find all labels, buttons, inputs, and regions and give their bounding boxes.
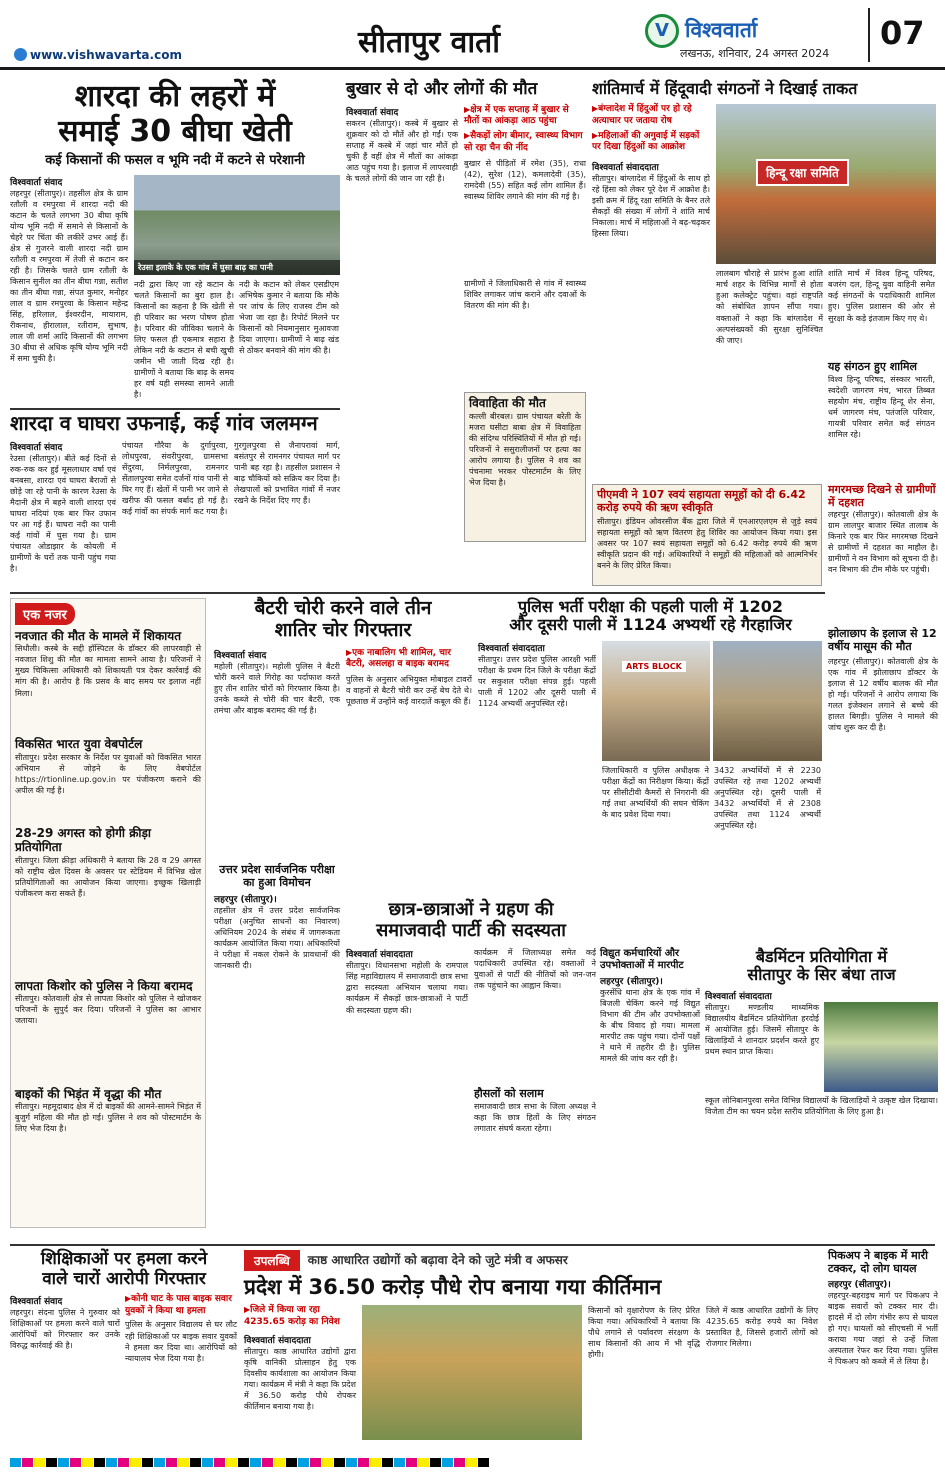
story-body: पुलिस के अनुसार विद्यालय से घर लौट रही शिक्षिकाओं पर बाइक सवार युवकों ने हमला कर दिया था। आरोपियों को न्यायालय भेज दिया गया है। (125, 1320, 237, 1363)
logo-icon (645, 14, 679, 48)
story-plantation-record (244, 1250, 822, 1440)
color-swatch (262, 1458, 273, 1467)
highlight (346, 648, 472, 671)
story-body: पंचायत गौरैया के दुर्गापुरवा, लोधपुरवा, संवरीपुरवा, ग्रामसभा सेंदुरवा, निर्मलपुरवा, रामनगर सेंतालपुरवा समेत दर्जनों गांव पानी से घिर गए हैं। खेतों में पानी भर जाने से खरीफ की फसल बर्बाद हो गई है। कई गांवों का संपर्क मार्ग कट गया है। (122, 441, 228, 517)
story-headline-line1: शिक्षिकाओं पर हमला करने (40, 1249, 208, 1269)
story-body: समाजवादी छात्र सभा के जिला अध्यक्ष ने कहा कि छात्र हितों के लिए संगठन लगातार संघर्ष करता रहेगा। (474, 1101, 596, 1133)
byline: विश्ववार्ता संवाद (10, 443, 63, 453)
story-body: नदी के कटान को लेकर एसडीएम अभिषेक कुमार ने बताया कि मौके पर जांच के लिए राजस्व टीम को भेजा जा रहा है। रिपोर्ट मिलने पर किसानों को नियमानुसार मुआवजा दिया जाएगा। ग्रामीणों ने बाढ़ खंड से ठोकर बनवाने की मांग की है। (239, 279, 339, 355)
byline: विश्ववार्ता संवाद (214, 650, 267, 661)
brief-item (15, 629, 201, 733)
color-swatch (154, 1458, 165, 1467)
color-swatch (46, 1458, 57, 1467)
story-body: बुखार से पीड़ितों में रमेश (35), राधा (42), सुरेश (12), कमलादेवी (35), रामदेवी (55) सहित कई लोग शामिल हैं। स्वास्थ्य शिविर लगाने की मांग की गई है। (464, 159, 586, 202)
story-body: जिले में काष्ठ आधारित उद्योगों के लिए 4235.65 करोड़ रुपये का निवेश प्रस्तावित है, जिससे हजारों लोगों को रोजगार मिलेगा। (706, 1306, 818, 1349)
color-swatch (226, 1458, 237, 1467)
story-police-exam (478, 598, 823, 943)
byline: विश्ववार्ता संवाददाता (705, 991, 772, 1002)
color-swatch (406, 1458, 417, 1467)
highlight (592, 131, 710, 154)
story-body: विश्व हिन्दू परिषद, संस्कार भारती, स्वदेशी जागरण मंच, भारत तिब्बत सहयोग मंच, राष्ट्रीय हिन्दू शेर सेना, धर्म जागरण मंच, पतंजलि परिवार, गायत्री परिवार समेत कई संगठन शामिल रहे। (828, 374, 935, 439)
byline: विश्ववार्ता संवाददाता (592, 163, 659, 174)
highlight (464, 131, 586, 154)
story-body: लहरपुर (सीतापुर)। कोतवाली क्षेत्र के एक गांव में झोलाछाप डॉक्टर के इलाज से 12 वर्षीय बालक की मौत हो गई। परिजनों ने आरोप लगाया कि गलत इंजेक्शन लगाने से बच्चे की हालत बिगड़ी। पुलिस ने मामले की जांच शुरू कर दी है। (828, 657, 938, 733)
story-headline-line2: शातिर चोर गिरफ्तार (274, 618, 412, 641)
brief-body: सीतापुर। प्रदेश सरकार के निर्देश पर युवाओं को विकसित भारत अभियान से जोड़ने के लिए वेबपोर्टल https://rtionline.up.gov.in पर पंजीकरण कराने की अपील की गई है। (15, 752, 201, 795)
color-swatch (358, 1458, 369, 1467)
story-body: लहरपुर। संदना पुलिस ने गुरुवार को शिक्षिकाओं पर हमला करने वाले चारों आरोपियों को गिरफ्तार कर उनके विरुद्ध कार्रवाई की है। (10, 1308, 120, 1351)
color-swatch (190, 1458, 201, 1467)
color-swatch (238, 1458, 249, 1467)
highlight-text: कोनी घाट के पास बाइक सवार युवकों ने किया था हमला (125, 1294, 232, 1316)
story-headline-line2: और दूसरी पाली में 1124 अभ्यर्थी रहे गैरहाजिर (509, 615, 792, 635)
highlight (464, 105, 586, 128)
story-body: लहरपुर (सीतापुर)। कोतवाली क्षेत्र के ग्राम लालपुर बाजार स्थित तालाब के किनारे एक बार फिर मगरमच्छ दिखने से ग्रामीणों में दहशत का माहौल है। ग्रामीणों ने वन विभाग को सूचना दी है। वन विभाग की टीम मौके पर पहुंची। (828, 510, 938, 575)
color-swatch (394, 1458, 405, 1467)
site-url[interactable] (14, 48, 182, 62)
story-kicker: काष्ठ आधारित उद्योगों को बढ़ावा देने को जुटे मंत्री व अफसर (307, 1253, 568, 1268)
byline: लहरपुर (सीतापुर)। (600, 977, 663, 987)
story-peace-march (592, 80, 937, 480)
story-tag: उपलब्धि (244, 1250, 300, 1271)
brief-item (15, 979, 201, 1083)
color-swatch (298, 1458, 309, 1467)
divider (10, 592, 825, 594)
story-headline: विद्युत कर्मचारियों और उपभोक्ताओं में मारपीट (600, 948, 684, 971)
logo-letter: V (655, 20, 669, 41)
highlight-text: क्षेत्र में एक सप्ताह में बुखार से मौतों का आंकड़ा आठ पहुंचा (464, 104, 569, 127)
highlight (125, 1294, 237, 1317)
color-swatch (142, 1458, 153, 1467)
exam-centre-photo (602, 641, 710, 761)
story-body: कार्यक्रम में जिलाध्यक्ष समेत कई पदाधिकारी उपस्थित रहे। वक्ताओं ने युवाओं से पार्टी की नीतियों को जन-जन तक पहुंचाने का आह्वान किया। (474, 948, 596, 991)
color-swatch (34, 1458, 45, 1467)
story-body: पुलिस के अनुसार अभियुक्त मोबाइल टावरों व वाहनों से बैटरी चोरी कर उन्हें बेच देते थे। पूछताछ में उन्होंने कई वारदातें कबूल की हैं। (346, 675, 472, 707)
story-sharda-ghaghra (10, 412, 340, 587)
story-body: जिलाधिकारी व पुलिस अधीक्षक ने परीक्षा केंद्रों का निरीक्षण किया। केंद्रों पर सीसीटीवी कैमरों से निगरानी की गई तथा अभ्यर्थियों की सघन चेकिंग के बाद प्रवेश दिया गया। (602, 765, 709, 819)
color-swatch (286, 1458, 297, 1467)
color-swatch (22, 1458, 33, 1467)
story-body: सीतापुर। काष्ठ आधारित उद्योगों द्वारा कृषि वानिकी प्रोत्साहन हेतु एक दिवसीय कार्यशाला का आयोजन किया गया। कार्यक्रम में मंत्री ने कहा कि प्रदेश में 36.50 करोड़ पौधे रोपकर कीर्तिमान बनाया गया है। (244, 1346, 356, 1411)
color-swatch (166, 1458, 177, 1467)
flood-photo (134, 175, 340, 275)
story-body: लहरपुर-बहराइच मार्ग पर पिकअप ने बाइक सवारों को टक्कर मार दी। हादसे में दो लोग गंभीर रूप से घायल हो गए। घायलों को सीएचसी में भर्ती कराया गया जहां से उन्हें जिला अस्पताल रेफर कर दिया गया। पुलिस ने पिकअप को कब्जे में ले लिया है। (828, 1291, 938, 1367)
story-headline: बुखार से दो और लोगों की मौत (346, 79, 538, 99)
highlight (244, 1305, 356, 1328)
color-swatch (70, 1458, 81, 1467)
brief-body: सीतापुर। कोतवाली क्षेत्र से लापता किशोर को पुलिस ने खोजकर परिजनों के सुपुर्द कर दिया। परिजनों ने पुलिस का आभार जताया। (15, 993, 201, 1026)
story-headline: उत्तर प्रदेश सार्वजनिक परीक्षा का हुआ विमोचन (219, 863, 335, 889)
box-story (464, 392, 586, 542)
story-shg-loan (592, 484, 822, 586)
story-body: तहसील क्षेत्र में उत्तर प्रदेश सार्वजनिक परीक्षा (अनुचित साधनों का निवारण) अधिनियम 2024 के संबंध में जागरूकता कार्यक्रम आयोजित किया गया। अधिकारियों ने परीक्षा में नकल रोकने के प्रावधानों की जानकारी दी। (214, 906, 340, 971)
story-body: रेउसा (सीतापुर)। बीते कई दिनों से रुक-रुक कर हुई मूसलाधार वर्षा एवं बनबसा, शारदा एवं घाघरा बैराजों से छोड़े जा रहे पानी के कारण रेउसा के मैदानी क्षेत्र में बहने वाली शारदा एवं घाघरा नदियां एक बार फिर उफान पर आ गई हैं। घाघरा नदी का पानी कई गांवों में घुस गया है। ग्राम पंचायत ओडाझार के कोयली में ग्रामीणों के घरों तक पानी पहुंच गया है। (10, 454, 116, 574)
color-swatch (82, 1458, 93, 1467)
story-headline-line1: बैटरी चोरी करने वाले तीन (254, 597, 432, 619)
brief-body: सिधौली। कस्बे के सद्दी हॉस्पिटल के डॉक्टर की लापरवाही से नवजात शिशु की मौत का मामला सामने आया है। परिजनों ने मुख्य चिकित्सा अधिकारी को शिकायती पत्र देकर कार्रवाई की मांग की है। आरोप है कि प्रसव के बाद समय पर इलाज नहीं मिला। (15, 644, 201, 698)
story-headline-line1: बैडमिंटन प्रतियोगिता में (755, 947, 888, 966)
globe-icon (14, 48, 27, 61)
brief-item (15, 737, 201, 821)
story-fever-deaths (346, 80, 586, 588)
color-swatch (346, 1458, 357, 1467)
color-swatch (94, 1458, 105, 1467)
briefs-title: एक नजर (15, 603, 75, 625)
color-swatch (418, 1458, 429, 1467)
color-swatch (10, 1458, 21, 1467)
story-body: लालबाग चौराहे से प्रारंभ हुआ शांति मार्च शहर के विभिन्न मार्गों से होता हुआ कलेक्ट्रेट पहुंचा। वहां राष्ट्रपति को संबोधित ज्ञापन सौंपा गया। वक्ताओं ने कहा कि बांग्लादेश में अल्पसंख्यकों की सुरक्षा सुनिश्चित की जाए। (716, 269, 823, 345)
byline: विश्ववार्ता संवाद (10, 177, 63, 188)
byline: विश्ववार्ता संवाददाता (244, 1335, 311, 1346)
site-url-text[interactable]: www.vishwavarta.com (30, 48, 182, 62)
color-swatch (370, 1458, 381, 1467)
color-swatch (442, 1458, 453, 1467)
brief-body: सीतापुर। महमूदाबाद क्षेत्र में दो बाइकों की आमने-सामने भिड़ंत में बुजुर्ग महिला की मौत हो गई। पुलिस ने शव को पोस्टमार्टम के लिए भेज दिया है। (15, 1102, 201, 1134)
story-body: 3432 अभ्यर्थियों में से 2230 उपस्थित रहे तथा 1202 अभ्यर्थी अनुपस्थित रहे। दूसरी पाली में 3432 अभ्यर्थियों में से 2308 उपस्थित तथा 1124 अभ्यर्थी अनुपस्थित रहे। (714, 765, 821, 830)
story-body: महोली (सीतापुर)। महोली पुलिस ने बैटरी चोरी करने वाले गिरोह का पर्दाफाश करते हुए तीन शातिर चोरों को गिरफ्तार किया है। उनके कब्जे से चोरी की चार बैटरी, एक तमंचा और बाइक बरामद की गई है। (214, 661, 340, 715)
box-body: कल्ली बीरबल। ग्राम पंचायत बरेती के मजरा घसीटा बाबा क्षेत्र में विवाहिता की संदिग्ध परिस्थितियों में मौत हो गई। परिजनों ने ससुरालीजनों पर हत्या का आरोप लगाया है। पुलिस ने शव का पंचनामा भरकर पोस्टमार्टम के लिए भेज दिया है। (469, 412, 581, 488)
section-title: सीतापुर वार्ता (358, 25, 500, 60)
story-body: किसानों को वृक्षारोपण के लिए प्रेरित किया गया। अधिकारियों ने बताया कि पौधे लगाने से पर्यावरण संरक्षण के साथ किसानों की आय में भी वृद्धि होगी। (588, 1306, 700, 1360)
rally-photo (716, 104, 936, 264)
banner: हिन्दू रक्षा समिति (756, 159, 849, 186)
highlight-text: बंग्लादेश में हिंदुओं पर हो रहे अत्याचार पर जताया रोष (592, 104, 692, 127)
divider (10, 1244, 935, 1246)
brief-headline: 28-29 अगस्त को होगी क्रीड़ा प्रतियोगिता (15, 825, 152, 855)
highlight (592, 104, 710, 127)
divider (10, 408, 340, 410)
subhead: हौसलों को सलाम (474, 1087, 544, 1101)
story-body: सीतापुर। उत्तर प्रदेश पुलिस आरक्षी भर्ती परीक्षा के प्रथम दिन जिले के परीक्षा केंद्रों पर सकुशल परीक्षा संपन्न हुई। पहली पाली में 1202 और दूसरी पाली में 1124 अभ्यर्थी अनुपस्थित रहे। (478, 654, 596, 708)
story-body: लहरपुर (सीतापुर)। तहसील क्षेत्र के ग्राम रतौली व रमपुरवा में शारदा नदी की कटान के चलते लगभग 30 बीघा कृषि योग्य भूमि नदी में समाने से किसानों के चेहरे पर चिंता की लकीरें उभर आई हैं। क्षेत्र से गुजरने वाली शारदा नदी ग्राम रतौली व रमपुरवा में तेजी से कटान कर रही है। जिसके चलते ग्राम रतौली के किसान सुनील का तीन बीघा गन्ना, सतीश का तीन बीघा गन्ना, संपत कुमार, मनोहर लाल व ग्राम रमपुरवा के किसान महेन्द्र सिंह, हरिलाल, ईश्वरदीन, मायाराम, रीकनाथ, हीरालाल, रतीराम, सुभाष, लाल जी शर्मा आदि किसानों की लगभग 30 बीघा से अधिक कृषि योग्य भूमि नदी में समा चुकी है। (10, 188, 128, 364)
story-sp-membership (346, 900, 596, 1240)
page-number: 07 (868, 8, 940, 62)
story-headline-line2: समाजवादी पार्टी की सदस्यता (376, 919, 566, 941)
story-headline: शांतिमार्च में हिंदूवादी संगठनों ने दिखाई ताकत (592, 79, 858, 98)
highlight-text: जिले में किया जा रहा 4235.65 करोड़ का निवेश (244, 1305, 340, 1327)
highlight-text: सैकड़ों लोग बीमार, स्वास्थ्य विभाग सो रहा चैन की नींद (464, 130, 583, 153)
color-swatch (274, 1458, 285, 1467)
color-swatch (58, 1458, 69, 1467)
story-body: ग्रामीणों ने जिलाधिकारी से गांव में स्वास्थ्य शिविर लगाकर जांच कराने और दवाओं के वितरण की मांग की है। (464, 279, 586, 311)
story-body: कुरसेंधि थाना क्षेत्र के एक गांव में बिजली चेकिंग करने गई विद्युत विभाग की टीम और उपभोक्ताओं के बीच विवाद हो गया। मामला मारपीट तक पहुंच गया। दोनों पक्षों ने थाने में तहरीर दी है। पुलिस मामले की जांच कर रही है। (600, 988, 700, 1064)
color-swatch (382, 1458, 393, 1467)
box-title: विवाहिता की मौत (469, 396, 546, 411)
brief-body: सीतापुर। जिला क्रीड़ा अधिकारी ने बताया कि 28 व 29 अगस्त को राष्ट्रीय खेल दिवस के अवसर पर स्टेडियम में विभिन्न खेल प्रतियोगिताओं का आयोजन किया जाएगा। इच्छुक खिलाड़ी पंजीकरण करा सकते हैं। (15, 855, 201, 898)
byline: विश्ववार्ता संवाददाता (478, 643, 545, 654)
brief-headline: नवजात की मौत के मामले में शिकायत (15, 629, 182, 643)
story-body: सीतापुर। इंडियन ओवरसीज बैंक द्वारा जिले में एनआरएलएम से जुड़े स्वयं सहायता समूहों को ऋण वितरण हेतु शिविर का आयोजन किया गया। इस अवसर पर 107 स्वयं सहायता समूहों को 6.42 करोड़ रुपये की ऋण स्वीकृति प्रदान की गई। अधिकारियों ने समूहों की महिलाओं को आत्मनिर्भर बनने के लिए प्रेरित किया। (597, 517, 817, 571)
dateline: लखनऊ, शनिवार, 24 अगस्त 2024 (680, 47, 830, 60)
ek-nazar-briefs (10, 598, 206, 1228)
story-headline: प्रदेश में 36.50 करोड़ पौधे रोप बनाया गया कीर्तिमान (244, 1275, 662, 1299)
brief-item (15, 826, 201, 975)
color-swatch (334, 1458, 345, 1467)
team-photo (824, 1002, 938, 1092)
story-subheadline: कई किसानों की फसल व भूमि नदी में कटने से परेशानी (45, 153, 305, 168)
story-quack-death (828, 628, 938, 943)
registration-strip (10, 1452, 935, 1466)
story-body: सकरन (सीतापुर)। कस्बे में बुखार से शुक्रवार को दो मौतें और हो गईं। एक सप्ताह में कस्बे में जहां चार मौतें हो चुकी हैं वहीं क्षेत्र में मौतों का आंकड़ा आठ पहुंच गया है। इलाज में लापरवाही के चलते लोगों की जान जा रही है। (346, 118, 458, 183)
color-swatch (130, 1458, 141, 1467)
highlight-text: महिलाओं की अगुवाई में सड़कों पर दिखा हिंदुओं का आक्रोश (592, 130, 700, 153)
color-swatch (214, 1458, 225, 1467)
story-headline: पीएमवी ने 107 स्वयं सहायता समूहों को दी 6.42 करोड़ रुपये की ऋण स्वीकृति (597, 488, 806, 514)
story-body: सीतापुर। विधानसभा महोली के रामपाल सिंह महाविद्यालय में समाजवादी छात्र सभा द्वारा सदस्यता अभियान चलाया गया। कार्यक्रम में सैकड़ों छात्र-छात्राओं ने पार्टी की सदस्यता ग्रहण की। (346, 961, 468, 1015)
story-body: सीतापुर। मण्डलीय माध्यमिक विद्यालयीय बैडमिंटन प्रतियोगिता हरदोई में आयोजित हुई। जिसमें सीतापुर के खिलाड़ियों ने शानदार प्रदर्शन करते हुए प्रथम स्थान प्राप्त किया। (705, 1002, 819, 1056)
brief-headline: बाइकों की भिड़ंत में वृद्धा की मौत (15, 1086, 162, 1101)
byline: विश्ववार्ता संवाद (346, 107, 399, 118)
story-battery-theft (214, 598, 472, 860)
color-swatch (478, 1458, 489, 1467)
byline: लहरपुर (सीतापुर)। (214, 895, 277, 906)
story-exam-act (214, 864, 340, 1244)
color-swatch (178, 1458, 189, 1467)
story-headline: झोलाछाप के इलाज से 12 वर्षीय मासूम की मौत (828, 627, 937, 653)
color-swatch (202, 1458, 213, 1467)
byline: विश्ववार्ता संवाद (10, 1297, 63, 1308)
masthead (0, 0, 945, 70)
plantation-photo (362, 1305, 582, 1440)
color-swatch (118, 1458, 129, 1467)
byline: विश्ववार्ता संवाददाता (346, 950, 413, 961)
brief-headline: विकसित भारत युवा वेबपोर्टल (15, 737, 143, 752)
story-body: स्कूल लोनिबानपुरवा समेत विभिन्न विद्यालयों के खिलाड़ियों ने उत्कृष्ट खेल दिखाया। विजेता टीम का चयन प्रदेश स्तरीय प्रतियोगिता के लिए हुआ है। (705, 1095, 938, 1116)
color-swatch (322, 1458, 333, 1467)
logo: विश्ववार्ता (685, 18, 758, 42)
byline: लहरपुर (सीतापुर)। (828, 1280, 891, 1291)
building-sign: ARTS BLOCK (622, 661, 686, 672)
color-swatch (466, 1458, 477, 1467)
brief-headline: लापता किशोर को पुलिस ने किया बरामद (15, 978, 193, 993)
story-body: सीतापुर। बांग्लादेश में हिंदुओं के साथ हो रहे हिंसा को लेकर पूरे देश में आक्रोश है। इसी क्रम में हिंदू रक्षा समिति के बैनर तले सैकड़ों की संख्या में लोगों ने शांति मार्च निकाला। मार्च में महिलाओं ने बढ़-चढ़कर हिस्सा लिया। (592, 174, 710, 239)
story-body: शांति मार्च में विश्व हिन्दू परिषद, बजरंग दल, हिन्दू युवा वाहिनी समेत कई संगठनों के पदाधिकारी शामिल हुए। पुलिस प्रशासन की ओर से सुरक्षा के कड़े इंतजाम किए गए थे। (828, 269, 935, 323)
story-headline-line1: शारदा की लहरों में (74, 79, 276, 114)
story-electricity-clash (600, 948, 700, 1240)
color-swatch (106, 1458, 117, 1467)
subhead: यह संगठन हुए शामिल (828, 360, 917, 374)
story-headline-line1: छात्र-छात्राओं ने ग्रहण की (388, 899, 554, 920)
color-swatch (454, 1458, 465, 1467)
story-headline: मगरमच्छ दिखने से ग्रामीणों में दहशत (828, 483, 936, 509)
story-crocodile (828, 484, 938, 624)
officials-photo (713, 641, 822, 761)
story-body: नदी द्वारा किए जा रहे कटान के चलते किसानों का बुरा हाल है। किसानों का कहना है कि खेती से ही परिवार का भरण पोषण होता है। परिवार की जीविका चलाने के लिए फसल ही एकमात्र सहारा है लेकिन नदी के कटान से बची खुची जमीन भी जाती दिख रही है। ग्रामीणों ने बताया कि बाढ़ के समय हर वर्ष यही समस्या सामने आती है। (134, 279, 234, 399)
color-swatch (250, 1458, 261, 1467)
highlight-text: एक नाबालिग भी शामिल, चार बैटरी, असलहा व बाइक बरामद (346, 647, 451, 670)
color-swatch (310, 1458, 321, 1467)
brief-item (15, 1087, 201, 1191)
story-headline: पिकअप ने बाइक में मारी टक्कर, दो लोग घायल (828, 1249, 928, 1275)
story-sharda-farming (10, 80, 340, 405)
color-swatch (430, 1458, 441, 1467)
story-headline-line2: वाले चारों आरोपी गिरफ्तार (42, 1268, 206, 1289)
photo-caption: रेउसा इलाके के एक गांव में घुसा बाढ़ का पानी (134, 260, 340, 275)
story-body: गुरगुलपुरवा से जैनापरावां मार्ग, बसंतपुर से रामनगर पंचायत मार्ग पर पानी बह रहा है। तहसील प्रशासन ने बाढ़ चौकियों को सक्रिय कर दिया है। लेखपालों को प्रभावित गांवों में नजर रखने के निर्देश दिए गए हैं। (234, 441, 340, 506)
story-headline-line2: समाई 30 बीघा खेती (58, 113, 292, 149)
story-headline-line1: पुलिस भर्ती परीक्षा की पहली पाली में 1202 (517, 597, 784, 616)
story-headline: शारदा व घाघरा उफनाई, कई गांव जलमग्न (10, 411, 318, 435)
story-teacher-attack (10, 1250, 238, 1440)
story-pickup-accident (828, 1250, 938, 1435)
story-headline-line2: सीतापुर के सिर बंधा ताज (747, 965, 896, 985)
story-badminton (705, 948, 938, 1240)
